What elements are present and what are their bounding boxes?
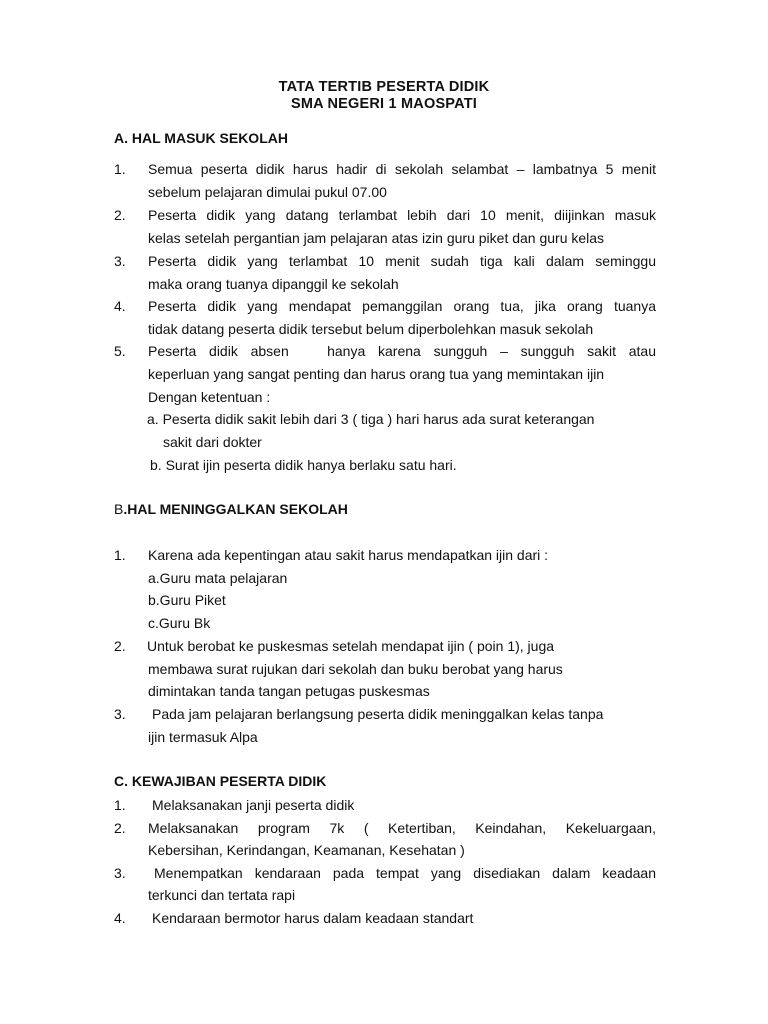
section-a-item-1-line-2: sebelum pelajaran dimulai pukul 07.00	[148, 184, 387, 200]
section-c-item-2-line-2: Kebersihan, Kerindangan, Keamanan, Kesehatan )	[148, 842, 465, 858]
section-c-item-1-text: Melaksanakan janji peserta didik	[152, 797, 355, 813]
section-c-item-4-number: 4.	[114, 910, 126, 926]
section-a-sub-b: b. Surat ijin peserta didik hanya berlaku satu hari.	[150, 457, 457, 473]
section-c-item-2-number: 2.	[114, 820, 126, 836]
section-a-sub-a-line-1: a. Peserta didik sakit lebih dari 3 ( tiga ) hari harus ada surat keterangan	[147, 411, 595, 427]
section-b-item-2-number: 2.	[114, 638, 126, 654]
section-a-item-5-line-1: Peserta didik absen hanya karena sungguh – sungguh sakit atau	[148, 343, 656, 359]
section-a-item-4-line-1: Peserta didik yang mendapat pemanggilan orang tua, jika orang tuanya	[148, 298, 656, 314]
section-c-item-3-line-2: terkunci dan tertata rapi	[148, 887, 296, 903]
section-a-item-4-line-2: tidak datang peserta didik tersebut belum diperbolehkan masuk sekolah	[148, 321, 594, 337]
section-b-heading	[114, 501, 348, 517]
section-b-item-2-line-1: Untuk berobat ke puskesmas setelah mendapat ijin ( poin 1), juga	[147, 638, 555, 654]
section-b-item-1-text: Karena ada kepentingan atau sakit harus mendapatkan ijin dari :	[148, 547, 549, 563]
document-title: TATA TERTIB PESERTA DIDIK	[278, 79, 490, 95]
section-b-item-3-number: 3.	[114, 706, 126, 722]
section-a-item-3-line-1: Peserta didik yang terlambat 10 menit sudah tiga kali dalam seminggu	[148, 253, 656, 269]
section-b-item-3-line-2: ijin termasuk Alpa	[148, 729, 258, 745]
section-c-item-1-number: 1.	[114, 797, 126, 813]
section-c-item-3-number: 3.	[114, 865, 126, 881]
section-b-item-2-line-2: membawa surat rujukan dari sekolah dan buku berobat yang harus	[148, 661, 563, 677]
section-c-item-4-text: Kendaraan bermotor harus dalam keadaan standart	[152, 910, 474, 926]
section-c-heading: C. KEWAJIBAN PESERTA DIDIK	[114, 773, 327, 789]
section-a-heading: A. HAL MASUK SEKOLAH	[114, 130, 288, 146]
section-a-item-2-line-1: Peserta didik yang datang terlambat lebih dari 10 menit, diijinkan masuk	[148, 207, 656, 223]
section-b-item-3-line-1: Pada jam pelajaran berlangsung peserta didik meninggalkan kelas tanpa	[152, 706, 604, 722]
section-a-item-4-number: 4.	[114, 298, 126, 314]
document-subtitle: SMA NEGERI 1 MAOSPATI	[290, 96, 477, 112]
section-a-item-5-number: 5.	[114, 343, 126, 359]
section-a-item-3-line-2: maka orang tuanya dipanggil ke sekolah	[148, 276, 399, 292]
section-b-item-2-line-3: dimintakan tanda tangan petugas puskesmas	[148, 683, 430, 699]
section-b-item-1-sub-c: c.Guru Bk	[148, 615, 211, 631]
section-a-item-5-line-3: Dengan ketentuan :	[148, 389, 271, 405]
section-b-item-1-sub-a: a.Guru mata pelajaran	[148, 570, 288, 586]
section-a-sub-a-line-2: sakit dari dokter	[163, 434, 262, 450]
section-c-item-2-line-1: Melaksanakan program 7k ( Ketertiban, Keindahan, Kekeluargaan,	[148, 820, 656, 836]
section-a-item-1-line-1: Semua peserta didik harus hadir di sekolah selambat – lambatnya 5 menit	[148, 161, 656, 177]
section-a-item-2-number: 2.	[114, 207, 126, 223]
section-a-item-3-number: 3.	[114, 253, 126, 269]
section-b-item-1-number: 1.	[114, 547, 126, 563]
section-a-item-1-number: 1.	[114, 161, 126, 177]
section-b-heading-letter: B	[114, 501, 124, 517]
section-b-item-1-sub-b: b.Guru Piket	[148, 592, 226, 608]
section-b-heading-text: .HAL MENINGGALKAN SEKOLAH	[123, 501, 348, 517]
section-a-item-2-line-2: kelas setelah pergantian jam pelajaran atas izin guru piket dan guru kelas	[148, 230, 605, 246]
section-a-item-5-line-2: keperluan yang sangat penting dan harus orang tua yang memintakan ijin	[148, 366, 605, 382]
section-c-item-3-line-1: Menempatkan kendaraan pada tempat yang disediakan dalam keadaan	[154, 865, 656, 881]
